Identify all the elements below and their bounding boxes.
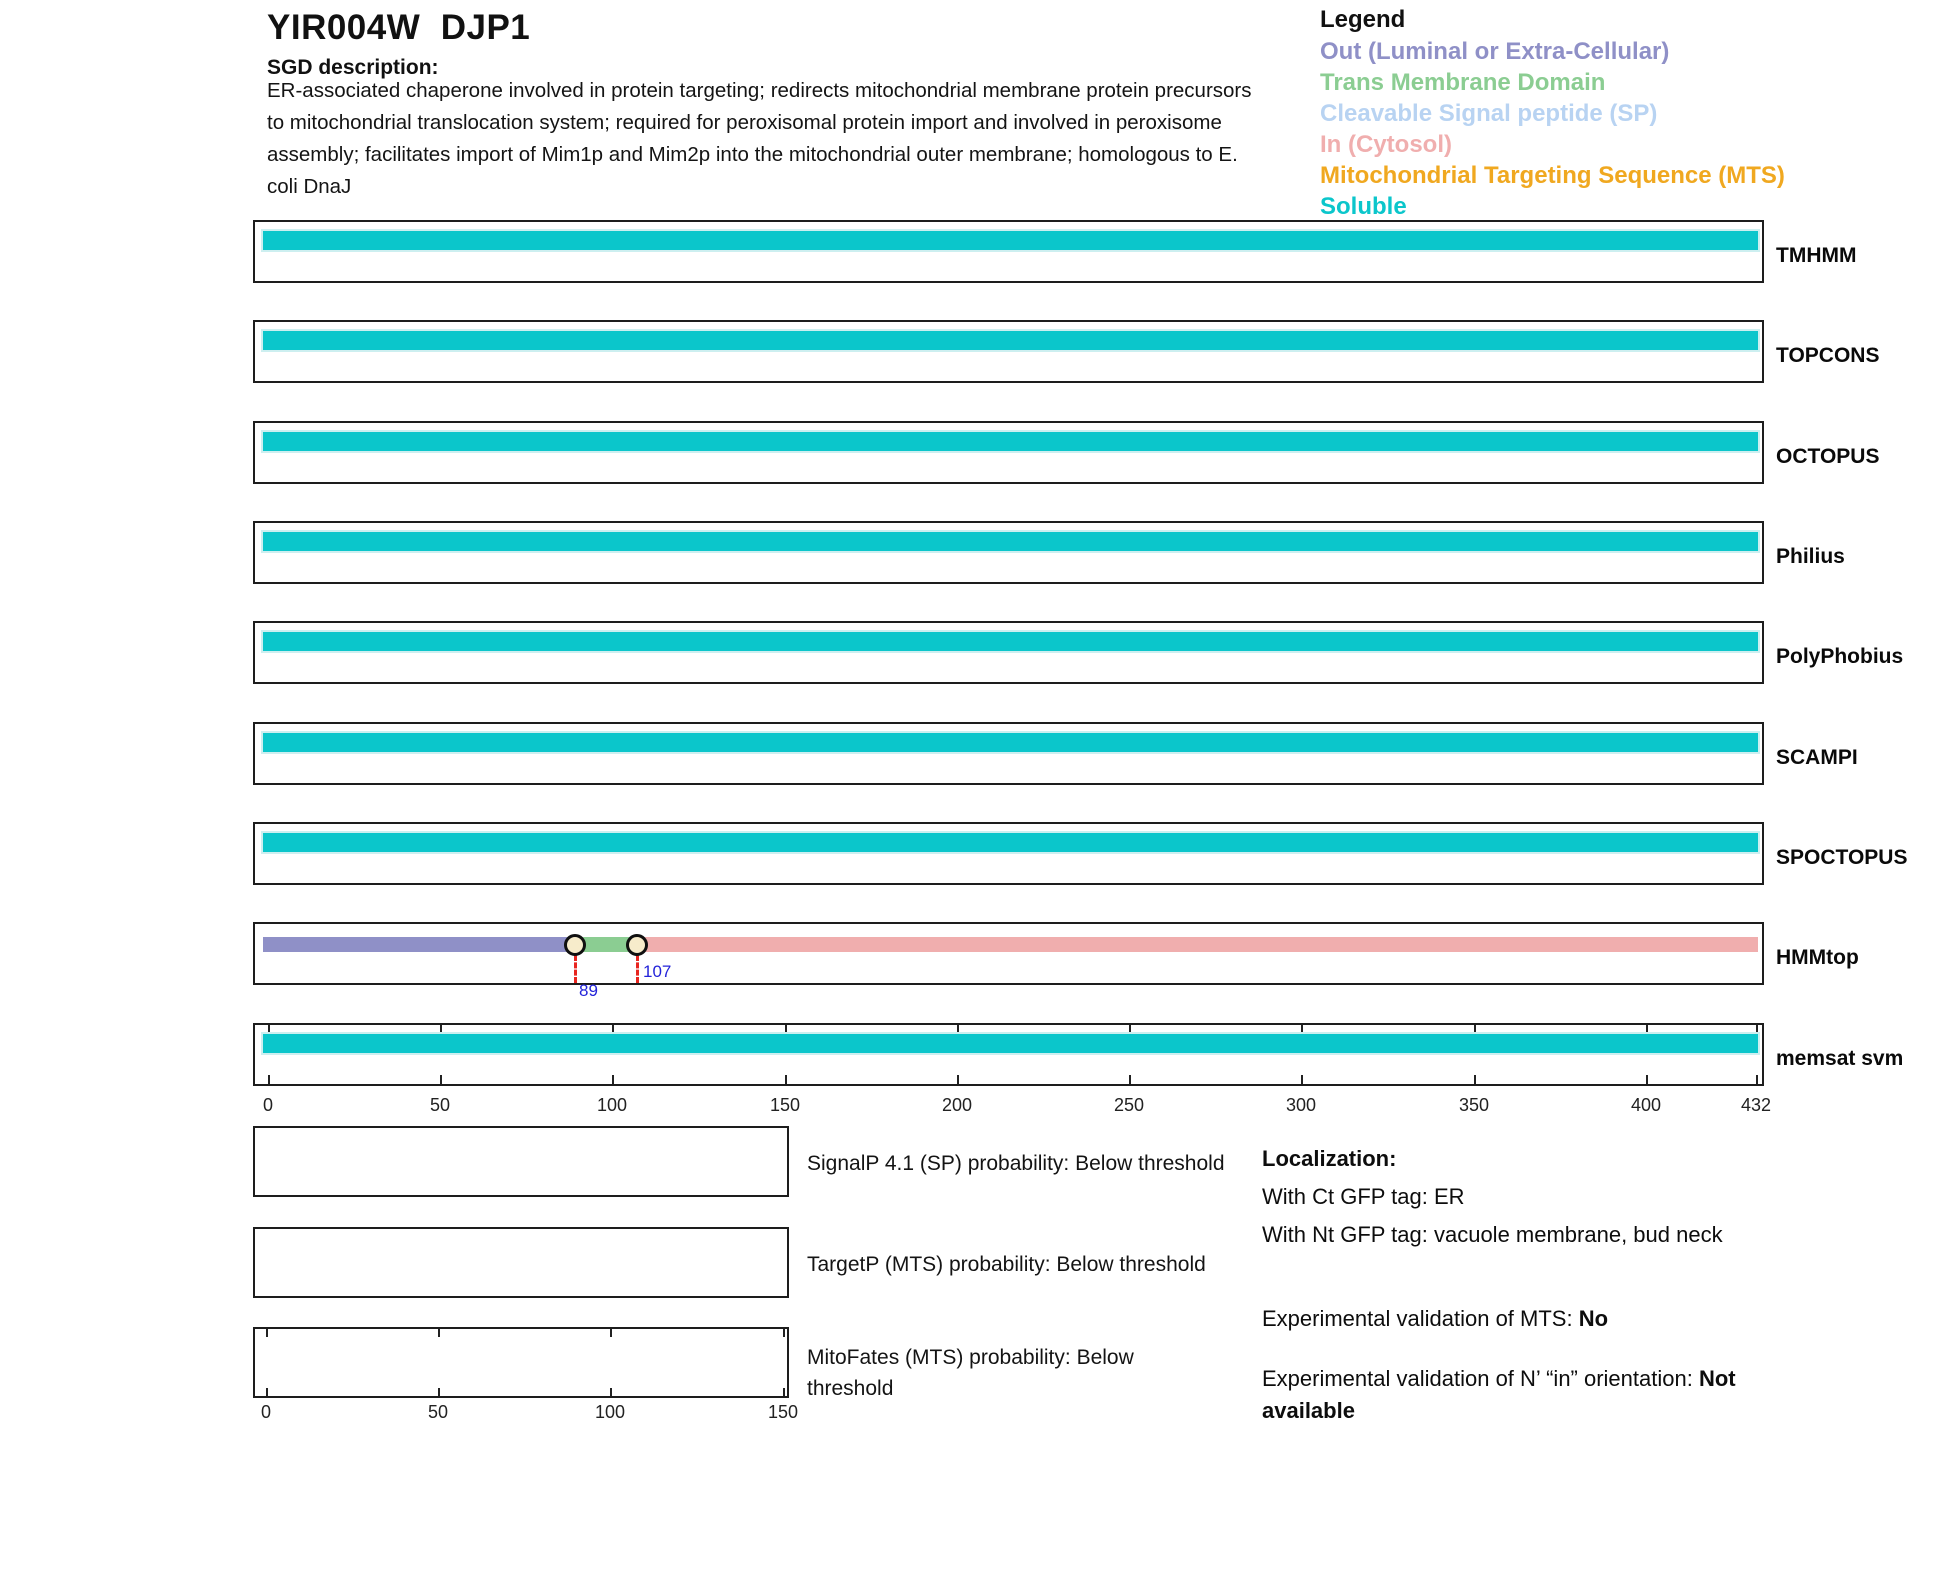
probability-plot-box-1 [253, 1227, 789, 1298]
legend-item-sp: Cleavable Signal peptide (SP) [1320, 100, 1658, 127]
sgd-description-heading: SGD description: [267, 56, 439, 79]
localization-text: Experimental validation of MTS: [1262, 1306, 1579, 1331]
axis-tick-label: 200 [941, 1095, 973, 1115]
segment-soluble [263, 632, 1758, 651]
axis-tick-label: 350 [1458, 1095, 1490, 1115]
boundary-dashed-line [636, 955, 639, 983]
page-title: YIR004W DJP1 [267, 8, 531, 47]
axis-tick [785, 1025, 787, 1034]
probability-axis-tick-label: 100 [594, 1402, 626, 1422]
boundary-dashed-line [574, 955, 577, 983]
segment-soluble [263, 733, 1758, 752]
axis-tick-label: 100 [596, 1095, 628, 1115]
track-box-polyphobius [253, 621, 1764, 684]
axis-tick [1129, 1075, 1131, 1084]
axis-tick-label: 150 [769, 1095, 801, 1115]
track-box-scampi [253, 722, 1764, 785]
axis-tick-label: 432 [1740, 1095, 1772, 1115]
localization-value: Not [1698, 1366, 1736, 1391]
localization-line [1262, 1306, 1608, 1332]
axis-tick [268, 1075, 270, 1084]
axis-tick [440, 1075, 442, 1084]
segment-soluble [263, 231, 1758, 250]
boundary-position-label: 89 [579, 981, 598, 1000]
axis-tick [612, 1025, 614, 1034]
legend-item-out: Out (Luminal or Extra-Cellular) [1320, 38, 1670, 65]
axis-tick [785, 1075, 787, 1084]
probability-axis-tick [266, 1329, 268, 1337]
track-label-spoctopus: SPOCTOPUS [1776, 846, 1908, 869]
probability-plot-label: TargetP (MTS) probability: Below threshold [807, 1253, 1206, 1276]
probability-axis-tick [610, 1329, 612, 1337]
probability-plot-label: SignalP 4.1 (SP) probability: Below threshold [807, 1152, 1225, 1175]
axis-tick-label: 400 [1630, 1095, 1662, 1115]
axis-tick [1129, 1025, 1131, 1034]
axis-tick [1756, 1025, 1758, 1034]
localization-value: available [1262, 1398, 1355, 1423]
axis-tick-label: 50 [429, 1095, 451, 1115]
localization-line [1262, 1366, 1736, 1392]
axis-tick [268, 1025, 270, 1034]
track-box-topcons [253, 320, 1764, 383]
axis-tick-label: 0 [262, 1095, 273, 1115]
track-box-hmmtop [253, 922, 1764, 985]
boundary-position-label: 107 [643, 962, 672, 981]
probability-axis-tick-label: 150 [767, 1402, 799, 1422]
axis-tick [957, 1075, 959, 1084]
axis-tick [612, 1075, 614, 1084]
track-box-memsat-svm [253, 1023, 1764, 1086]
segment-soluble [263, 532, 1758, 551]
track-label-octopus: OCTOPUS [1776, 445, 1880, 468]
track-box-octopus [253, 421, 1764, 484]
track-label-tmhmm: TMHMM [1776, 244, 1857, 267]
localization-text: With Nt GFP tag: vacuole membrane, bud neck [1262, 1222, 1723, 1247]
probability-axis-tick [783, 1388, 785, 1396]
probability-plot-label: threshold [807, 1377, 894, 1400]
legend-item-in: In (Cytosol) [1320, 131, 1452, 158]
localization-line [1262, 1146, 1396, 1172]
track-label-philius: Philius [1776, 545, 1845, 568]
legend-item-mts: Mitochondrial Targeting Sequence (MTS) [1320, 162, 1785, 189]
axis-tick [1756, 1075, 1758, 1084]
localization-value: Localization: [1262, 1146, 1397, 1171]
localization-line [1262, 1222, 1723, 1248]
localization-value: No [1578, 1306, 1609, 1331]
track-label-polyphobius: PolyPhobius [1776, 645, 1904, 668]
track-box-philius [253, 521, 1764, 584]
sgd-description-line: ER-associated chaperone involved in protein targeting; redirects mitochondrial membrane protein precursors [267, 79, 1252, 102]
probability-axis-tick-label: 0 [260, 1402, 271, 1422]
legend-item-tm: Trans Membrane Domain [1320, 69, 1606, 96]
track-label-topcons: TOPCONS [1776, 344, 1880, 367]
axis-tick [440, 1025, 442, 1034]
sgd-description-line: coli DnaJ [267, 175, 352, 198]
track-box-spoctopus [253, 822, 1764, 885]
segment-soluble [263, 331, 1758, 350]
probability-axis-tick [266, 1388, 268, 1396]
segment-soluble [263, 833, 1758, 852]
localization-text: Experimental validation of N’ “in” orientation: [1262, 1366, 1699, 1391]
probability-plot-box-2 [253, 1327, 789, 1398]
axis-tick-label: 250 [1113, 1095, 1145, 1115]
track-label-memsat-svm: memsat svm [1776, 1047, 1904, 1070]
axis-tick [1474, 1025, 1476, 1034]
localization-line [1262, 1398, 1355, 1424]
probability-axis-tick [438, 1388, 440, 1396]
sgd-description-line: assembly; facilitates import of Mim1p and Mim2p into the mitochondrial outer membrane; homologous to E. [267, 143, 1238, 166]
axis-tick [1474, 1075, 1476, 1084]
sgd-description-line: to mitochondrial translocation system; required for peroxisomal protein import and involved in peroxisome [267, 111, 1222, 134]
axis-tick-label: 300 [1285, 1095, 1317, 1115]
probability-plot-box-0 [253, 1126, 789, 1197]
axis-tick [1301, 1075, 1303, 1084]
segment-soluble [263, 432, 1758, 451]
probability-axis-tick [438, 1329, 440, 1337]
probability-plot-label: MitoFates (MTS) probability: Below [807, 1346, 1134, 1369]
legend-item-soluble: Soluble [1320, 193, 1407, 220]
localization-line [1262, 1184, 1465, 1210]
localization-text: With Ct GFP tag: ER [1262, 1184, 1465, 1209]
axis-tick [1646, 1025, 1648, 1034]
topology-boundary-marker [564, 934, 586, 956]
track-label-scampi: SCAMPI [1776, 746, 1858, 769]
track-box-tmhmm [253, 220, 1764, 283]
segment-in [637, 937, 1758, 952]
segment-soluble [263, 1034, 1758, 1053]
probability-axis-tick [783, 1329, 785, 1337]
probability-axis-tick-label: 50 [427, 1402, 449, 1422]
topology-boundary-marker [626, 934, 648, 956]
axis-tick [1646, 1075, 1648, 1084]
axis-tick [957, 1025, 959, 1034]
segment-out [263, 937, 575, 952]
probability-axis-tick [610, 1388, 612, 1396]
track-label-hmmtop: HMMtop [1776, 946, 1859, 969]
axis-tick [1301, 1025, 1303, 1034]
legend-title: Legend [1320, 6, 1406, 33]
